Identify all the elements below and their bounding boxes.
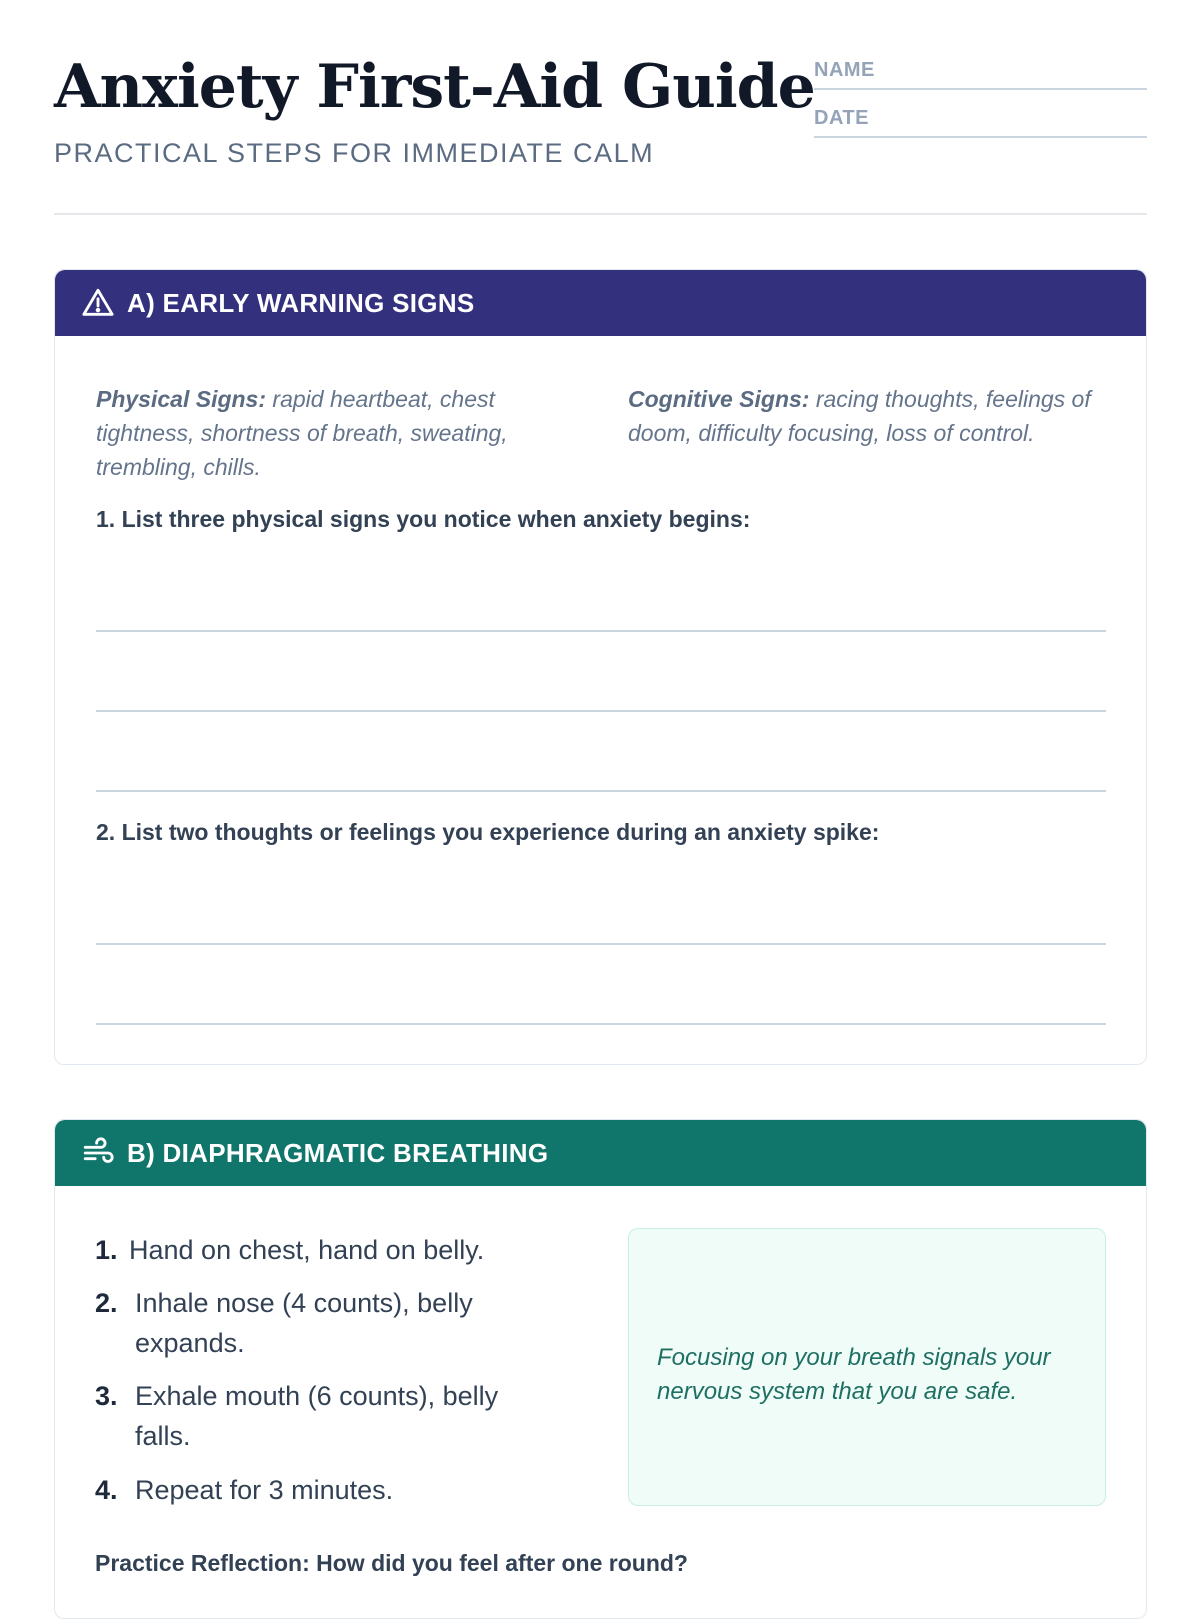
section-b-title: B) DIAPHRAGMATIC BREATHING <box>127 1137 549 1168</box>
section-a-header <box>55 270 1146 336</box>
date-field[interactable] <box>814 104 1147 138</box>
answer-line[interactable] <box>96 710 1106 712</box>
section-b-header <box>55 1120 1146 1186</box>
step-number: 1. <box>95 1235 118 1265</box>
step-number: 2. <box>95 1288 118 1318</box>
page-subtitle: PRACTICAL STEPS FOR IMMEDIATE CALM <box>54 138 655 168</box>
page-title: Anxiety First-Aid Guide <box>54 52 815 122</box>
question-2: 2. List two thoughts or feelings you experience during an anxiety spike: <box>96 819 880 845</box>
warning-triangle-icon <box>81 286 115 320</box>
step-text: Exhale mouth (6 counts), belly falls. <box>135 1381 499 1451</box>
cognitive-signs-label: Cognitive Signs: <box>628 386 810 412</box>
date-label: DATE <box>814 107 869 129</box>
answer-line[interactable] <box>96 1023 1106 1025</box>
name-field[interactable] <box>814 56 1147 90</box>
answer-line[interactable] <box>96 943 1106 945</box>
name-label: NAME <box>814 59 875 81</box>
section-early-warning-signs <box>54 269 1147 1065</box>
answer-line[interactable] <box>96 630 1106 632</box>
physical-signs-text: rapid heartbeat, chest tightness, shortness of breath, sweating, trembling, chills. <box>96 386 508 480</box>
step-number: 3. <box>95 1381 118 1411</box>
step-text: Inhale nose (4 counts), belly expands. <box>135 1288 473 1358</box>
answer-line[interactable] <box>96 790 1106 792</box>
question-1: 1. List three physical signs you notice when anxiety begins: <box>96 506 751 532</box>
step-text: Hand on chest, hand on belly. <box>129 1235 485 1265</box>
cognitive-signs-text: racing thoughts, feelings of doom, difficulty focusing, loss of control. <box>628 386 1091 446</box>
physical-signs <box>96 382 556 484</box>
callout-text: Focusing on your breath signals your nervous system that you are safe. <box>657 1344 1051 1405</box>
section-a-title: A) EARLY WARNING SIGNS <box>127 287 475 318</box>
cognitive-signs <box>628 382 1103 450</box>
breathing-callout <box>628 1228 1106 1506</box>
step-text: Repeat for 3 minutes. <box>135 1475 394 1505</box>
practice-reflection-prompt: Practice Reflection: How did you feel after one round? <box>95 1550 688 1576</box>
wind-icon <box>81 1136 115 1170</box>
header-divider <box>54 213 1147 215</box>
step-number: 4. <box>95 1475 118 1505</box>
physical-signs-label: Physical Signs: <box>96 386 267 412</box>
